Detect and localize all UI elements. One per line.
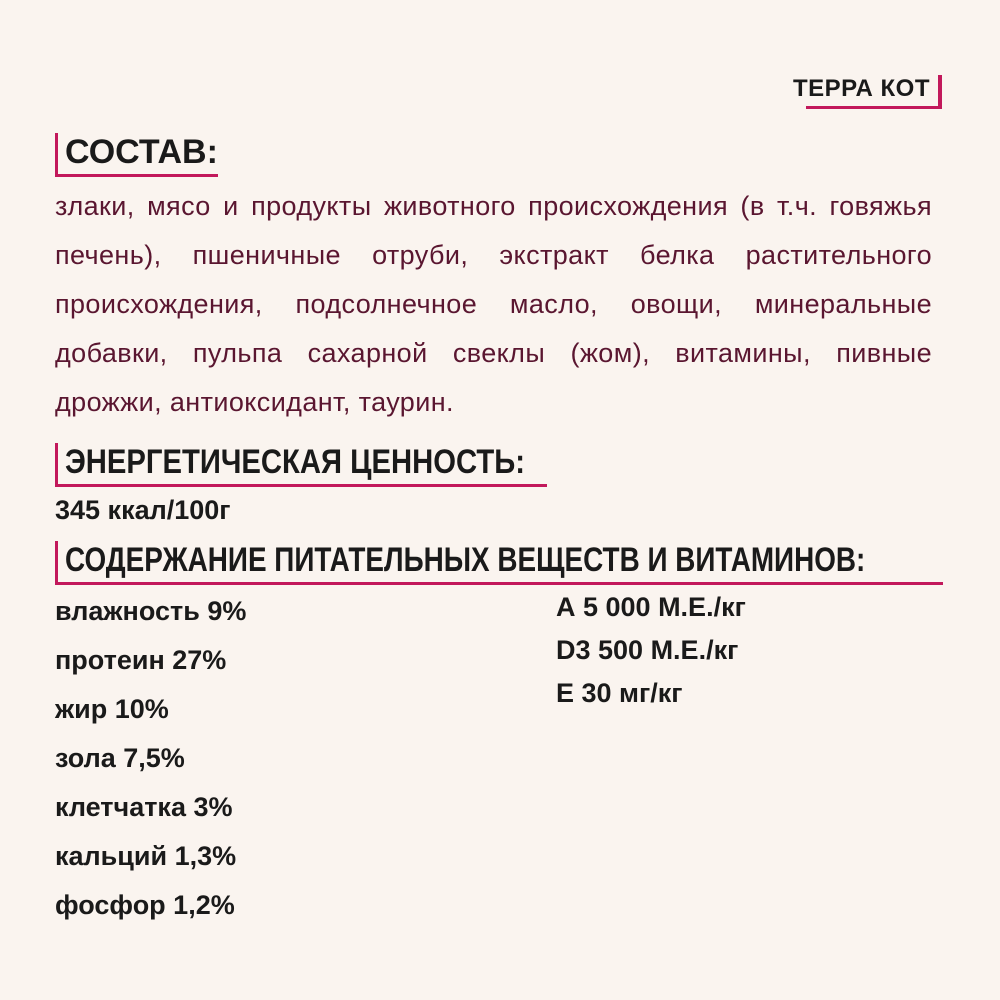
nutrients-heading <box>55 541 943 585</box>
list-item: Е 30 мг/кг <box>556 678 683 708</box>
composition-text: злаки, мясо и продукты животного происхождения (в т.ч. говяжья печень), пшеничные отруби, экстракт белка растительного происхождения, подсолнечное масло, овощи, минеральные добавки, пульпа сахарной свеклы (жом), витамины, пивные дрожжи, антиоксидант, таурин. <box>55 191 932 417</box>
list-item: кальций 1,3% <box>55 841 237 871</box>
list-item: зола 7,5% <box>55 743 185 773</box>
list-item: жир 10% <box>55 694 169 724</box>
list-item: А 5 000 М.Е./кг <box>556 592 746 622</box>
list-item: влажность 9% <box>55 596 247 626</box>
list-item: D3 500 М.Е./кг <box>556 635 739 665</box>
list-item: протеин 27% <box>55 645 227 675</box>
vitamins-list <box>556 586 746 715</box>
list-item: клетчатка 3% <box>55 792 233 822</box>
energy-heading-text: ЭНЕРГЕТИЧЕСКАЯ ЦЕННОСТЬ: <box>65 443 525 481</box>
composition-heading <box>55 133 218 177</box>
nutrients-heading-text: СОДЕРЖАНИЕ ПИТАТЕЛЬНЫХ ВЕЩЕСТВ И ВИТАМИНОВ: <box>65 541 866 579</box>
energy-value: 345 ккал/100г <box>55 495 231 525</box>
nutrients-list <box>55 587 246 930</box>
composition-heading-text: СОСТАВ: <box>65 133 218 171</box>
energy-heading <box>55 443 547 487</box>
list-item: фосфор 1,2% <box>55 890 235 920</box>
brand-label <box>792 75 942 109</box>
brand-name: ТЕРРА КОТ <box>792 75 930 102</box>
